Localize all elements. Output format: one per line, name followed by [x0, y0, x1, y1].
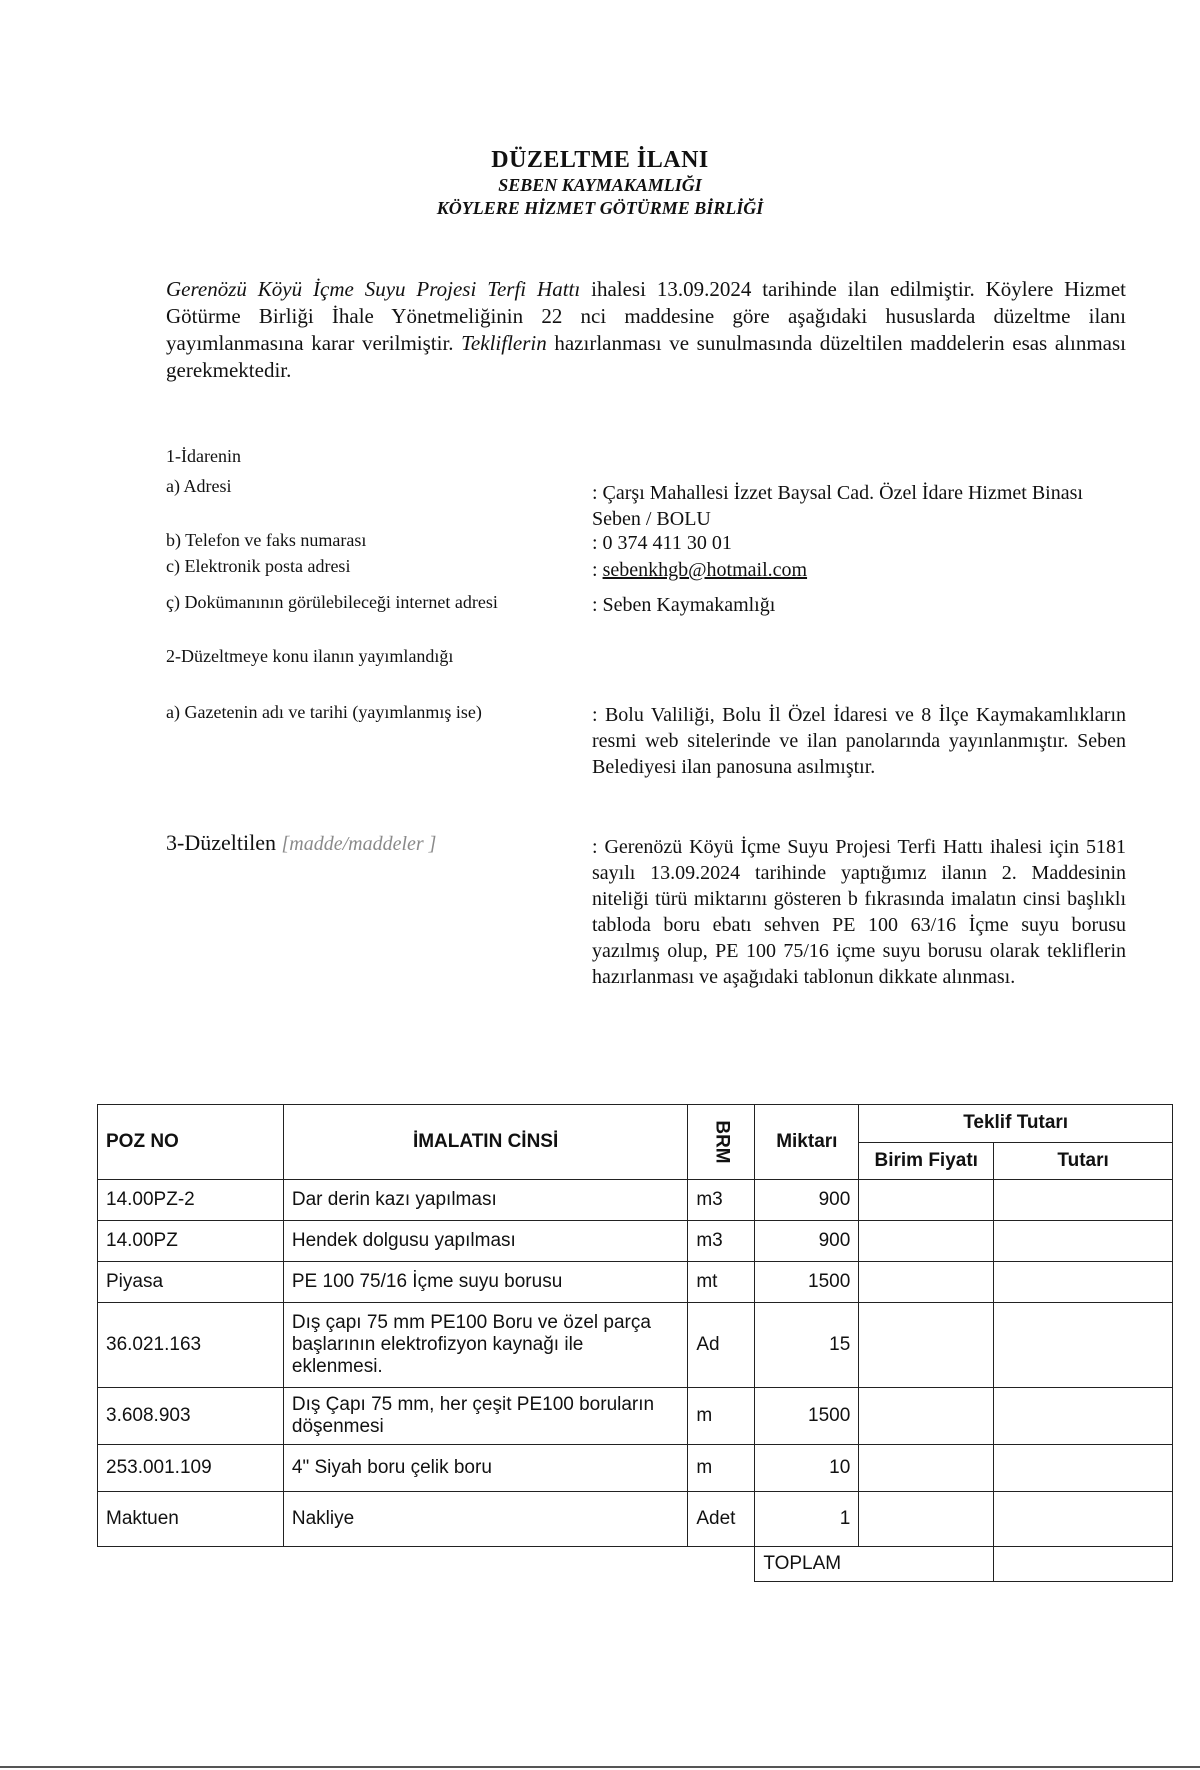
cell-tutar: [994, 1262, 1173, 1303]
cell-poz: 14.00PZ-2: [98, 1180, 284, 1221]
header-brm: [688, 1105, 755, 1180]
cell-brm: m3: [688, 1221, 755, 1262]
cell-birim-fiyat: [859, 1221, 994, 1262]
cell-miktar: 15: [755, 1303, 859, 1388]
cell-poz: 3.608.903: [98, 1388, 284, 1445]
table-row: [98, 1221, 1173, 1262]
section-3-value: : Gerenözü Köyü İçme Suyu Projesi Terfi Hattı ihalesi için 5181 sayılı 13.09.2024 tarihinde yaptığımız ilanın 2. Maddesinin niteliği türü miktarını gösteren b fıkrasında imalatın cinsi başlıklı tabloda boru ebatı sehven PE 100 63/16 İçme suyu borusu yazılmış olup, PE 100 75/16 içme suyu borusu olarak tekliflerin hazırlanması ve aşağıdaki tablonun dikkate alınması.: [592, 836, 1126, 988]
cell-tutar: [994, 1388, 1173, 1445]
table-row: [98, 1262, 1173, 1303]
cell-tutar: [994, 1492, 1173, 1547]
email-row: [592, 557, 1126, 583]
document-title: DÜZELTME İLANI: [491, 147, 709, 173]
intro-paragraph: [166, 276, 1126, 384]
cell-imalat: Dış çapı 75 mm PE100 Boru ve özel parça başlarının elektrofizyon kaynağı ile eklenmesi.: [283, 1303, 687, 1388]
cell-birim-fiyat: [859, 1303, 994, 1388]
table-header-row: [98, 1105, 1173, 1143]
table-row: [98, 1180, 1173, 1221]
cell-poz: 14.00PZ: [98, 1221, 284, 1262]
address-label: a) Adresi: [166, 476, 232, 496]
blank-cell: [98, 1547, 284, 1582]
section-1-title: 1-İdarenin: [166, 446, 241, 466]
header-poz: POZ NO: [98, 1105, 284, 1180]
cell-poz: Maktuen: [98, 1492, 284, 1547]
toplam-row: [98, 1547, 1173, 1582]
gazette-value: : Bolu Valiliği, Bolu İl Özel İdaresi ve 8 İlçe Kaymakamlıkların resmi web sitelerinde ve ilan panolarında yayınlanmıştır. Seben Belediyesi ilan panosuna asılmıştır.: [592, 704, 1126, 778]
teklif-word: Tekliflerin: [461, 331, 547, 355]
cell-imalat: Nakliye: [283, 1492, 687, 1547]
cell-brm: Ad: [688, 1303, 755, 1388]
cell-miktar: 1: [755, 1492, 859, 1547]
section-3-label: 3-Düzeltilen: [166, 830, 282, 855]
items-table: [97, 1104, 1173, 1582]
issuer-union: KÖYLERE HİZMET GÖTÜRME BİRLİĞİ: [436, 198, 764, 218]
blank-cell: [688, 1547, 755, 1582]
header-birim-fiyat: Birim Fiyatı: [859, 1142, 994, 1180]
phone-label: b) Telefon ve faks numarası: [166, 530, 367, 550]
toplam-label: TOPLAM: [755, 1547, 994, 1582]
page-bottom-rule: [0, 1766, 1200, 1768]
section-3-title: [166, 830, 436, 856]
cell-tutar: [994, 1445, 1173, 1492]
cell-brm: m: [688, 1445, 755, 1492]
blank-cell: [283, 1547, 687, 1582]
cell-poz: 253.001.109: [98, 1445, 284, 1492]
cell-miktar: 1500: [755, 1388, 859, 1445]
section-2-title: 2-Düzeltmeye konu ilanın yayımlandığı: [166, 646, 454, 666]
cell-miktar: 1500: [755, 1262, 859, 1303]
cell-poz: 36.021.163: [98, 1303, 284, 1388]
cell-poz: Piyasa: [98, 1262, 284, 1303]
header-teklif: Teklif Tutarı: [859, 1105, 1173, 1143]
cell-tutar: [994, 1221, 1173, 1262]
cell-tutar: [994, 1180, 1173, 1221]
cell-birim-fiyat: [859, 1492, 994, 1547]
table-row: [98, 1388, 1173, 1445]
table-row: [98, 1445, 1173, 1492]
header-miktar: Miktarı: [755, 1105, 859, 1180]
intro-text-2: hazırlanması ve sunulmasında düzeltilen maddelerin esas alınması gerekmektedir.: [166, 331, 1126, 382]
header-imalat: İMALATIN CİNSİ: [283, 1105, 687, 1180]
cell-imalat: Hendek dolgusu yapılması: [283, 1221, 687, 1262]
cell-miktar: 900: [755, 1221, 859, 1262]
cell-imalat: Dar derin kazı yapılması: [283, 1180, 687, 1221]
cell-brm: m: [688, 1388, 755, 1445]
cell-miktar: 900: [755, 1180, 859, 1221]
cell-imalat: Dış Çapı 75 mm, her çeşit PE100 boruların döşenmesi: [283, 1388, 687, 1445]
handwritten-note: [madde/maddeler ]: [281, 833, 437, 855]
gazette-label: a) Gazetenin adı ve tarihi (yayımlanmış ise): [166, 702, 482, 722]
issuer-name: SEBEN KAYMAKAMLIĞI: [498, 175, 702, 195]
cell-imalat: PE 100 75/16 İçme suyu borusu: [283, 1262, 687, 1303]
web-label: ç) Dokümanının görülebileceği internet adresi: [166, 592, 498, 612]
cell-imalat: 4" Siyah boru çelik boru: [283, 1445, 687, 1492]
address-value: : Çarşı Mahallesi İzzet Baysal Cad. Özel İdare Hizmet Binası Seben / BOLU: [592, 482, 1083, 530]
document-header: [0, 146, 1200, 220]
email-label: c) Elektronik posta adresi: [166, 556, 351, 576]
cell-tutar: [994, 1303, 1173, 1388]
cell-birim-fiyat: [859, 1388, 994, 1445]
cell-birim-fiyat: [859, 1262, 994, 1303]
header-tutar: Tutarı: [994, 1142, 1173, 1180]
cell-birim-fiyat: [859, 1445, 994, 1492]
table-row: [98, 1492, 1173, 1547]
email-prefix: :: [592, 559, 603, 581]
cell-brm: mt: [688, 1262, 755, 1303]
phone-value: : 0 374 411 30 01: [592, 532, 732, 554]
cell-brm: m3: [688, 1180, 755, 1221]
intro-text-1: ihalesi 13.09.2024 tarihinde ilan edilmiştir. Köylere Hizmet Götürme Birliği İhale Yönetmeliğinin 22 nci maddesine göre aşağıdaki hususlarda düzeltme ilanı yayımlanmasına karar verilmiştir.: [166, 277, 1126, 355]
toplam-value: [994, 1547, 1173, 1582]
project-name: Gerenözü Köyü İçme Suyu Projesi Terfi Hattı: [166, 277, 581, 301]
cell-brm: Adet: [688, 1492, 755, 1547]
header-brm-text: BRM: [711, 1120, 733, 1164]
cell-miktar: 10: [755, 1445, 859, 1492]
table-row: [98, 1303, 1173, 1388]
cell-birim-fiyat: [859, 1180, 994, 1221]
email-link[interactable]: sebenkhgb@hotmail.com: [602, 559, 808, 581]
web-value: : Seben Kaymakamlığı: [592, 594, 776, 616]
